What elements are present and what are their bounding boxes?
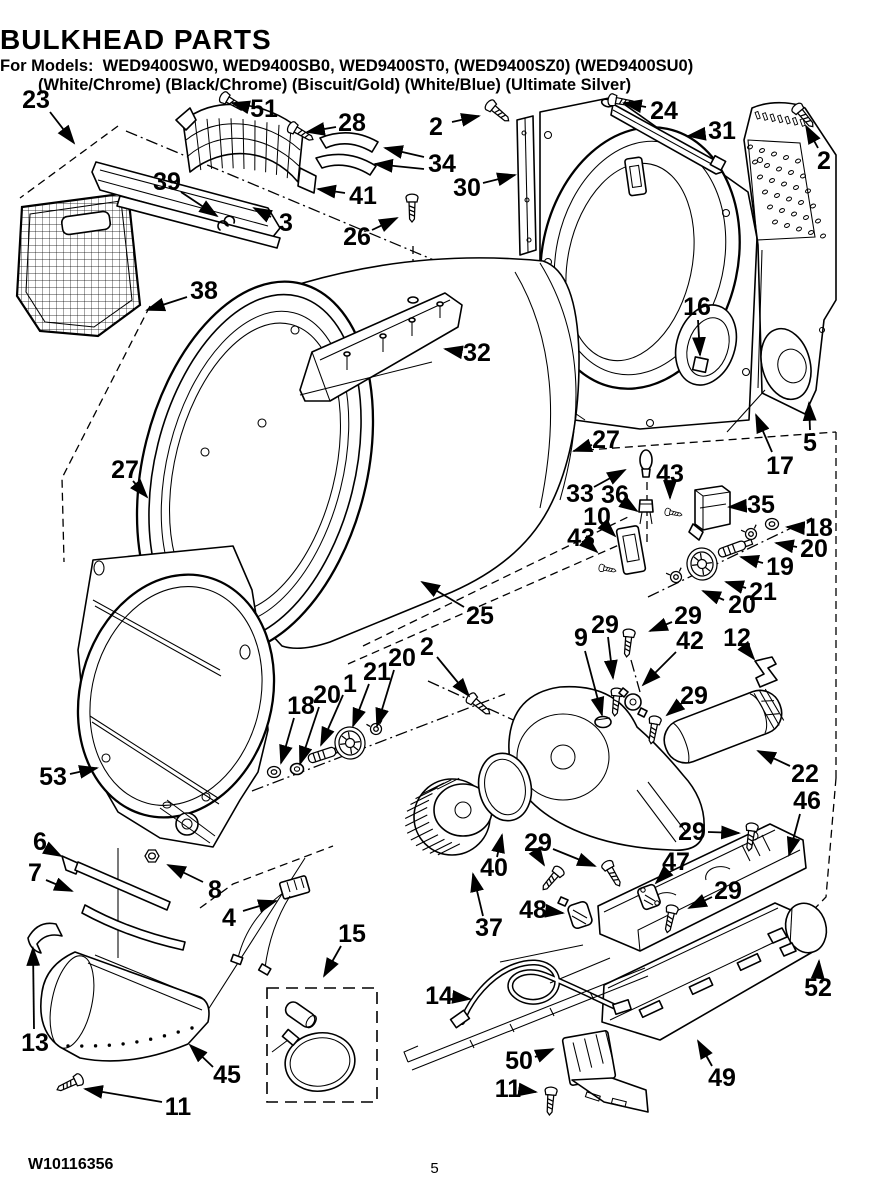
callout-label: 1 bbox=[343, 670, 357, 698]
callout-label: 29 bbox=[714, 877, 742, 905]
callout-label: 10 bbox=[583, 503, 611, 531]
callout-label: 29 bbox=[680, 682, 708, 710]
models-values: WED9400SW0, WED9400SB0, WED9400ST0, (WED9400SZ0) (WED9400SU0) bbox=[102, 57, 694, 75]
callout-arrow bbox=[46, 880, 72, 891]
callout-label: 2 bbox=[429, 113, 443, 141]
callout-label: 13 bbox=[21, 1029, 49, 1057]
callout-arrow bbox=[190, 1045, 213, 1067]
callout-arrow bbox=[708, 832, 739, 833]
callout-arrow bbox=[650, 622, 672, 631]
callout-label: 11 bbox=[494, 1075, 522, 1103]
callout-label: 33 bbox=[566, 480, 594, 508]
callout-arrow bbox=[385, 148, 424, 157]
callout-label: 28 bbox=[338, 109, 366, 137]
callout-arrow bbox=[453, 997, 470, 999]
callout-label: 34 bbox=[428, 150, 456, 178]
callout-label: 2 bbox=[420, 633, 434, 661]
callout-label: 29 bbox=[591, 611, 619, 639]
callout-arrow bbox=[452, 116, 479, 122]
callout-arrow bbox=[787, 527, 803, 528]
callout-label: 48 bbox=[519, 896, 547, 924]
callout-arrow bbox=[147, 297, 187, 310]
mounting-bracket-12 bbox=[755, 657, 777, 687]
colors-line: (White/Chrome) (Black/Chrome) (Biscuit/Gold) (White/Blue) (Ultimate Silver) bbox=[38, 76, 632, 94]
callout-label: 38 bbox=[190, 277, 218, 305]
callout-arrow bbox=[437, 657, 469, 696]
callout-label: 39 bbox=[153, 168, 181, 196]
callout-label: 31 bbox=[708, 117, 736, 145]
switch-box bbox=[689, 486, 730, 540]
callout-label: 45 bbox=[213, 1061, 241, 1089]
callout-arrow bbox=[168, 865, 203, 882]
lint-screen bbox=[17, 193, 140, 336]
callout-arrow bbox=[48, 849, 61, 856]
callout-label: 40 bbox=[480, 854, 508, 882]
callout-label: 46 bbox=[793, 787, 821, 815]
callout-label: 19 bbox=[766, 553, 794, 581]
thermal-cutoff-48 bbox=[558, 897, 593, 930]
callout-label: 30 bbox=[453, 174, 481, 202]
callout-label: 36 bbox=[601, 481, 629, 509]
callout-label: 43 bbox=[567, 524, 595, 552]
callout-label: 50 bbox=[505, 1047, 533, 1075]
callout-label: 4 bbox=[222, 904, 236, 932]
callout-arrow bbox=[608, 637, 613, 678]
air-grille bbox=[176, 104, 316, 193]
callout-label: 43 bbox=[656, 460, 684, 488]
callout-arrow bbox=[243, 901, 276, 911]
callout-arrow bbox=[729, 506, 744, 507]
callout-arrow bbox=[33, 948, 34, 1029]
callout-label: 3 bbox=[279, 209, 293, 237]
callout-label: 29 bbox=[524, 829, 552, 857]
callout-arrow bbox=[483, 175, 515, 183]
page-title: BULKHEAD PARTS bbox=[0, 24, 272, 55]
callout-label: 27 bbox=[592, 426, 620, 454]
callout-arrow bbox=[85, 1089, 162, 1102]
callout-label: 53 bbox=[39, 763, 67, 791]
callout-arrow bbox=[726, 582, 746, 588]
callout-arrow bbox=[307, 127, 336, 132]
callout-label: 20 bbox=[800, 535, 828, 563]
callout-label: 5 bbox=[803, 429, 817, 457]
callout-label: 15 bbox=[338, 920, 366, 948]
callout-arrow bbox=[50, 112, 74, 143]
callout-label: 12 bbox=[723, 624, 751, 652]
seal-strips bbox=[316, 133, 378, 175]
callout-label: 20 bbox=[313, 681, 341, 709]
callout-label: 8 bbox=[208, 876, 222, 904]
callout-arrow bbox=[553, 849, 595, 866]
ground-bracket bbox=[562, 1030, 648, 1112]
callout-arrow bbox=[776, 543, 797, 547]
thermal-fuse-bracket bbox=[616, 525, 646, 574]
callout-label: 14 bbox=[425, 982, 453, 1010]
callout-arrow bbox=[698, 1041, 712, 1066]
callout-label: 23 bbox=[22, 86, 50, 114]
callout-label: 9 bbox=[574, 624, 588, 652]
callout-label: 2 bbox=[817, 147, 831, 175]
callout-label: 21 bbox=[749, 578, 777, 606]
callout-arrow bbox=[741, 557, 763, 563]
models-label: For Models: bbox=[0, 57, 94, 75]
callout-label: 27 bbox=[111, 456, 139, 484]
callout-arrow bbox=[535, 1049, 553, 1057]
callout-label: 29 bbox=[674, 602, 702, 630]
callout-arrow bbox=[372, 218, 397, 230]
callout-label: 49 bbox=[708, 1064, 736, 1092]
callout-arrow bbox=[703, 591, 724, 600]
callout-label: 21 bbox=[363, 658, 391, 686]
callout-label: 6 bbox=[33, 828, 47, 856]
callout-arrow bbox=[756, 415, 772, 452]
callout-arrow bbox=[522, 1090, 536, 1092]
callout-label: 25 bbox=[466, 602, 494, 630]
callout-label: 20 bbox=[728, 591, 756, 619]
callout-arrow bbox=[758, 751, 790, 766]
callout-label: 16 bbox=[683, 293, 711, 321]
callout-label: 22 bbox=[791, 760, 819, 788]
callout-label: 20 bbox=[388, 644, 416, 672]
callout-arrow bbox=[547, 911, 563, 913]
callout-label: 11 bbox=[164, 1093, 192, 1121]
callout-label: 51 bbox=[250, 95, 278, 123]
callout-arrow bbox=[318, 189, 345, 193]
callout-label: 47 bbox=[662, 848, 690, 876]
callout-arrow bbox=[281, 718, 294, 763]
callout-arrow bbox=[818, 961, 819, 975]
callout-label: 26 bbox=[343, 223, 371, 251]
callout-label: 37 bbox=[475, 914, 503, 942]
callout-arrow bbox=[688, 134, 704, 136]
callout-label: 7 bbox=[28, 859, 42, 887]
page-number: 5 bbox=[430, 1160, 439, 1177]
light-kit-box bbox=[267, 988, 377, 1102]
document-number: W10116356 bbox=[28, 1156, 114, 1173]
callout-label: 41 bbox=[349, 182, 377, 210]
callout-arrow bbox=[324, 946, 341, 976]
callout-label: 24 bbox=[650, 97, 678, 125]
callout-arrow bbox=[375, 164, 424, 169]
callout-arrow bbox=[809, 403, 810, 430]
callout-label: 42 bbox=[676, 627, 704, 655]
terminal-block bbox=[231, 875, 310, 975]
callout-arrow bbox=[643, 652, 676, 685]
callout-label: 18 bbox=[287, 692, 315, 720]
callout-label: 18 bbox=[805, 514, 833, 542]
callout-label: 29 bbox=[678, 818, 706, 846]
thermistor-bulb bbox=[639, 450, 653, 524]
blower-assembly bbox=[405, 628, 788, 855]
callout-label: 35 bbox=[747, 491, 775, 519]
callout-label: 17 bbox=[766, 452, 794, 480]
callout-label: 52 bbox=[804, 974, 832, 1002]
callout-label: 32 bbox=[463, 339, 491, 367]
